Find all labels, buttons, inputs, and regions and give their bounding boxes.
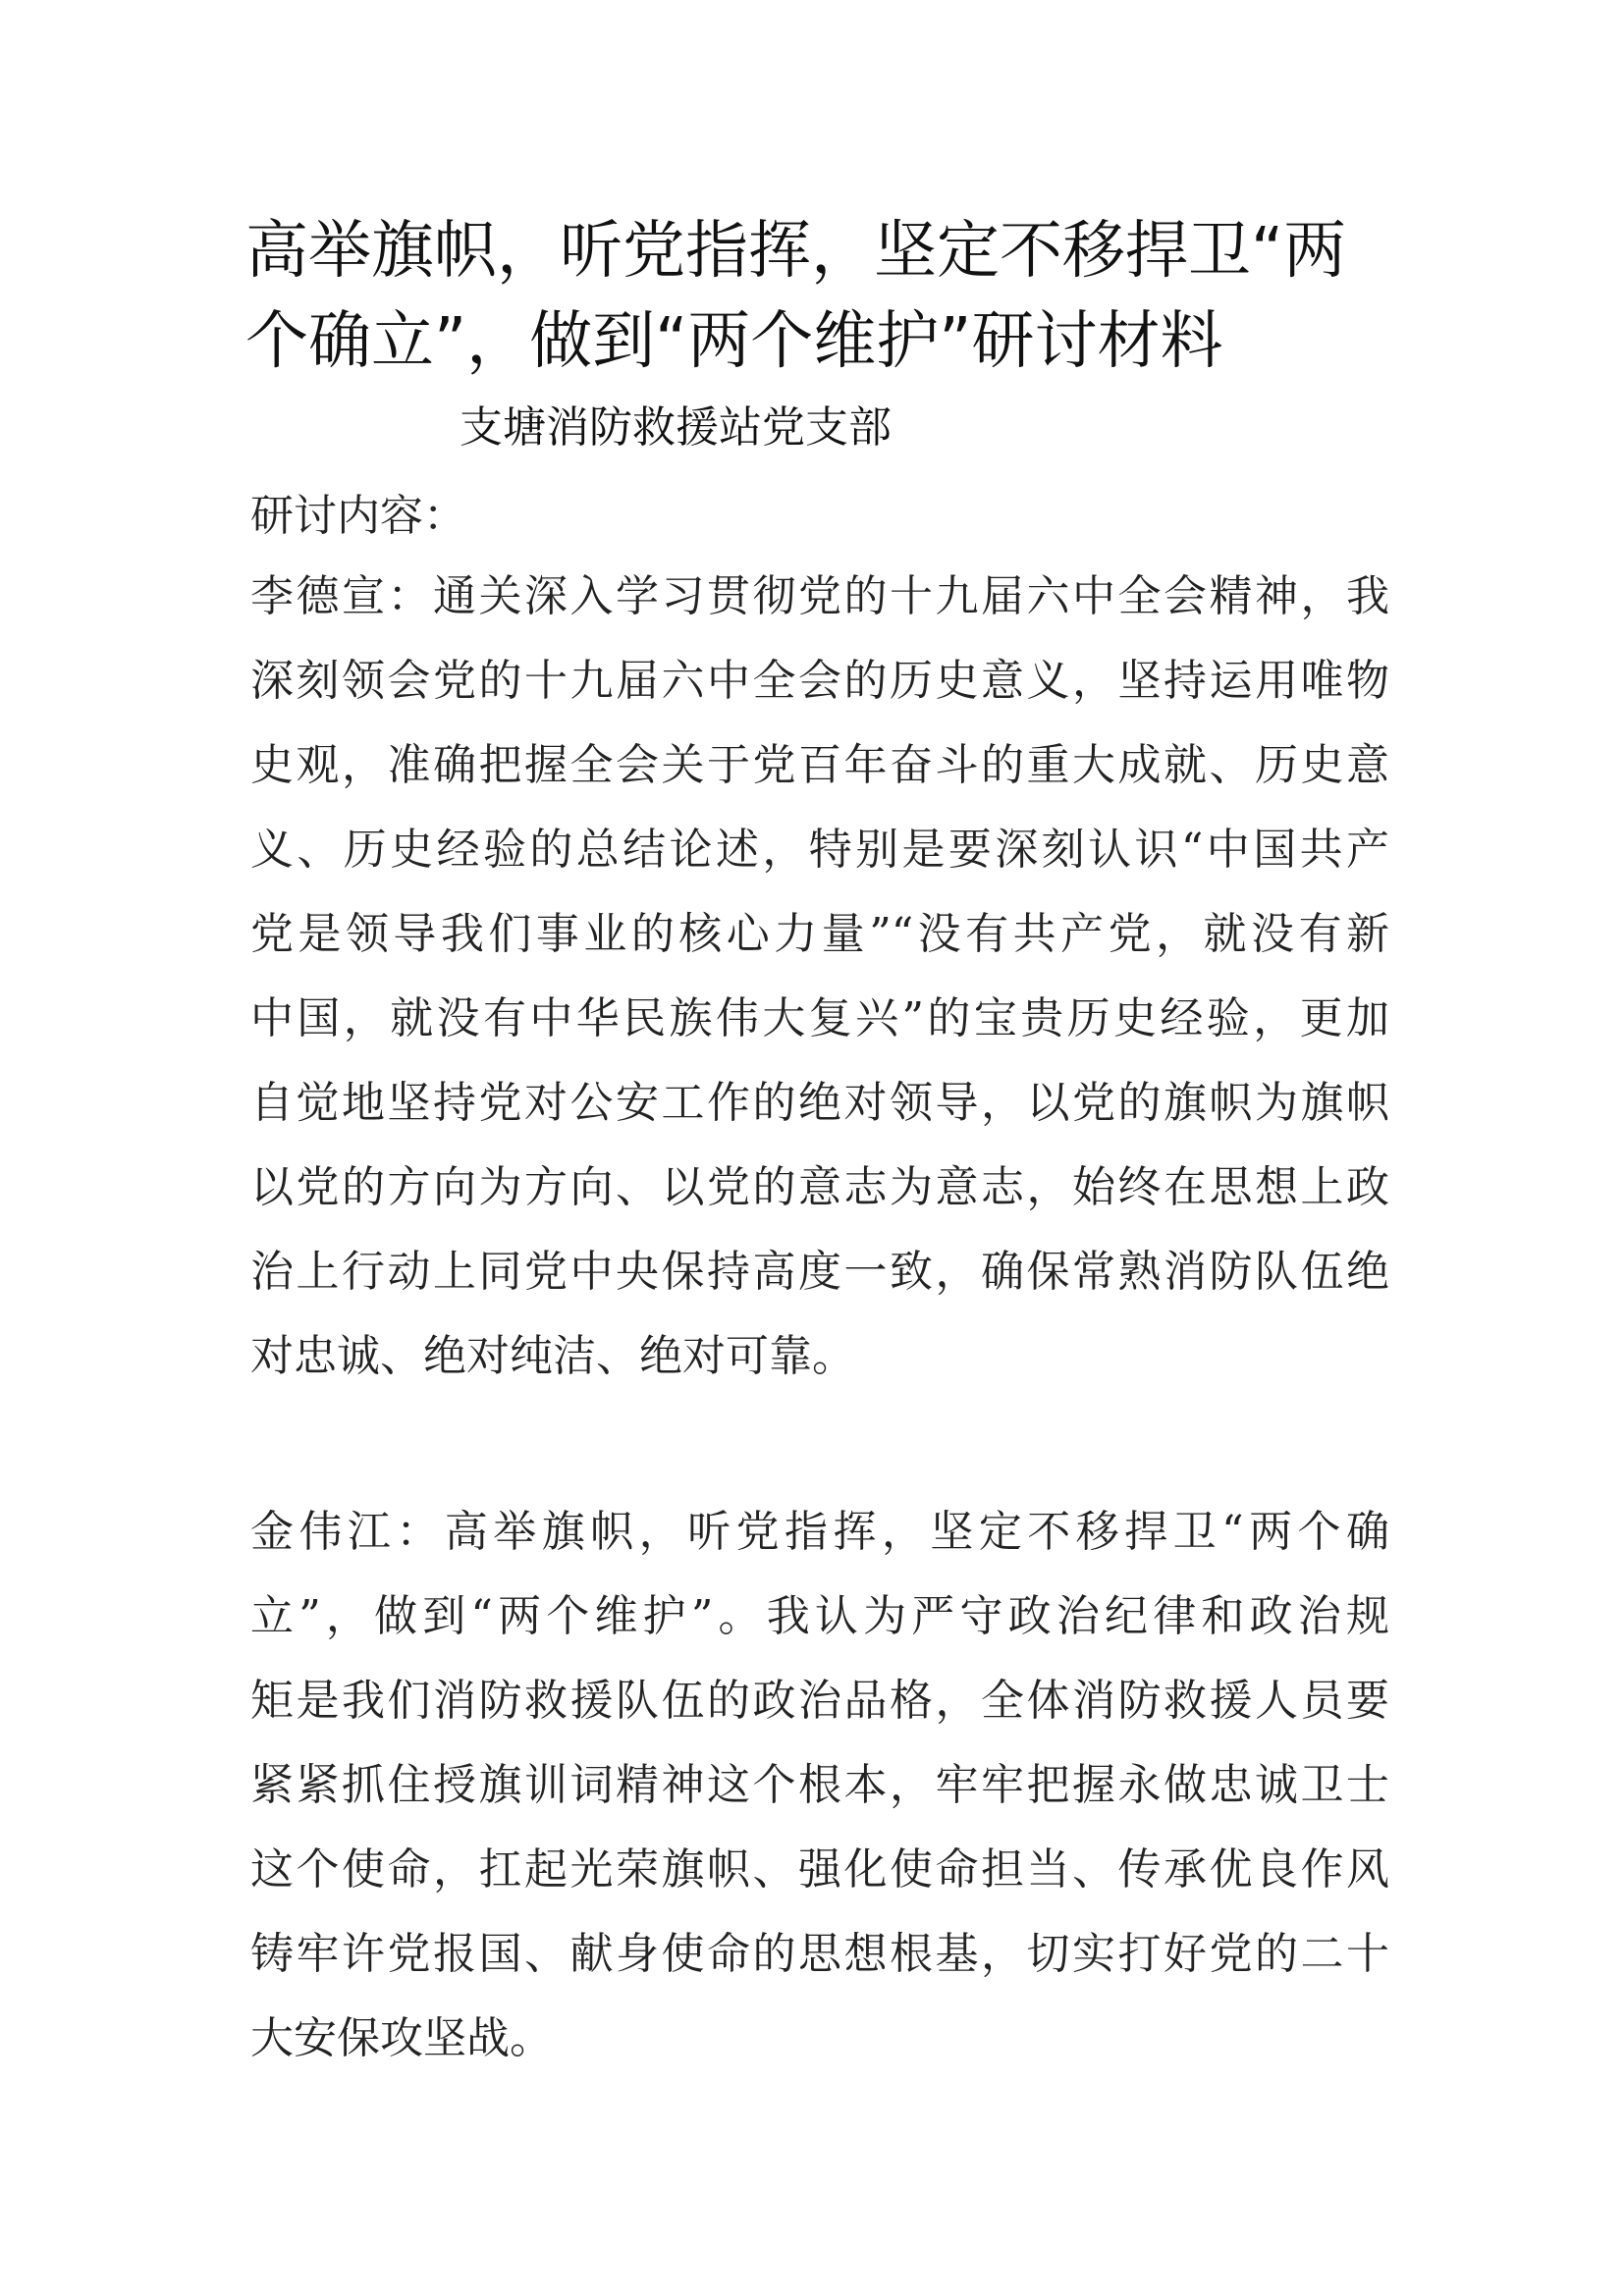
paragraph-line: 金伟江：高举旗帜，听党指挥，坚定不移捍卫“两个确	[250, 1507, 1389, 1557]
paragraph-line: 自觉地坚持党对公安工作的绝对领导，以党的旗帜为旗帜	[250, 1078, 1389, 1128]
document-subtitle: 支塘消防救援站党支部	[460, 402, 892, 453]
title-line-1: 高举旗帜，听党指挥，坚定不移捍卫“两	[245, 215, 1347, 288]
paragraph-line: 矩是我们消防救援队伍的政治品格，全体消防救援人员要	[250, 1676, 1389, 1726]
paragraph-line: 立”，做到“两个维护”。我认为严守政治纪律和政治规	[250, 1591, 1389, 1641]
section-label: 研讨内容：	[250, 491, 466, 541]
paragraph-line: 大安保攻坚战。	[250, 2013, 553, 2063]
paragraph-line: 史观，准确把握全会关于党百年奋斗的重大成就、历史意	[250, 740, 1389, 790]
paragraph-line: 义、历史经验的总结论述，特别是要深刻认识“中国共产	[250, 825, 1389, 875]
paragraph-line: 深刻领会党的十九届六中全会的历史意义，坚持运用唯物	[250, 656, 1389, 706]
paragraph-1	[250, 555, 1389, 1399]
paragraph-line: 中国，就没有中华民族伟大复兴”的宝贵历史经验，更加	[250, 993, 1389, 1043]
paragraph-line: 治上行动上同党中央保持高度一致，确保常熟消防队伍绝	[250, 1247, 1389, 1297]
paragraph-line: 紧紧抓住授旗训词精神这个根本，牢牢把握永做忠诚卫士	[250, 1760, 1389, 1810]
paragraph-line: 李德宣：通关深入学习贯彻党的十九届六中全会精神，我	[250, 571, 1389, 621]
title-line-2: 个确立”，做到“两个维护”研讨材料	[245, 305, 1223, 378]
paragraph-line: 以党的方向为方向、以党的意志为意志，始终在思想上政	[250, 1162, 1389, 1212]
paragraph-line: 铸牢许党报国、献身使命的思想根基，切实打好党的二十	[250, 1929, 1389, 1979]
paragraph-line: 党是领导我们事业的核心力量”“没有共产党，就没有新	[250, 909, 1389, 959]
paragraph-line: 对忠诚、绝对纯洁、绝对可靠。	[250, 1331, 855, 1381]
paragraph-line: 这个使命，扛起光荣旗帜、强化使命担当、传承优良作风	[250, 1844, 1389, 1895]
document-title	[245, 206, 1404, 387]
paragraph-2	[250, 1490, 1389, 2081]
